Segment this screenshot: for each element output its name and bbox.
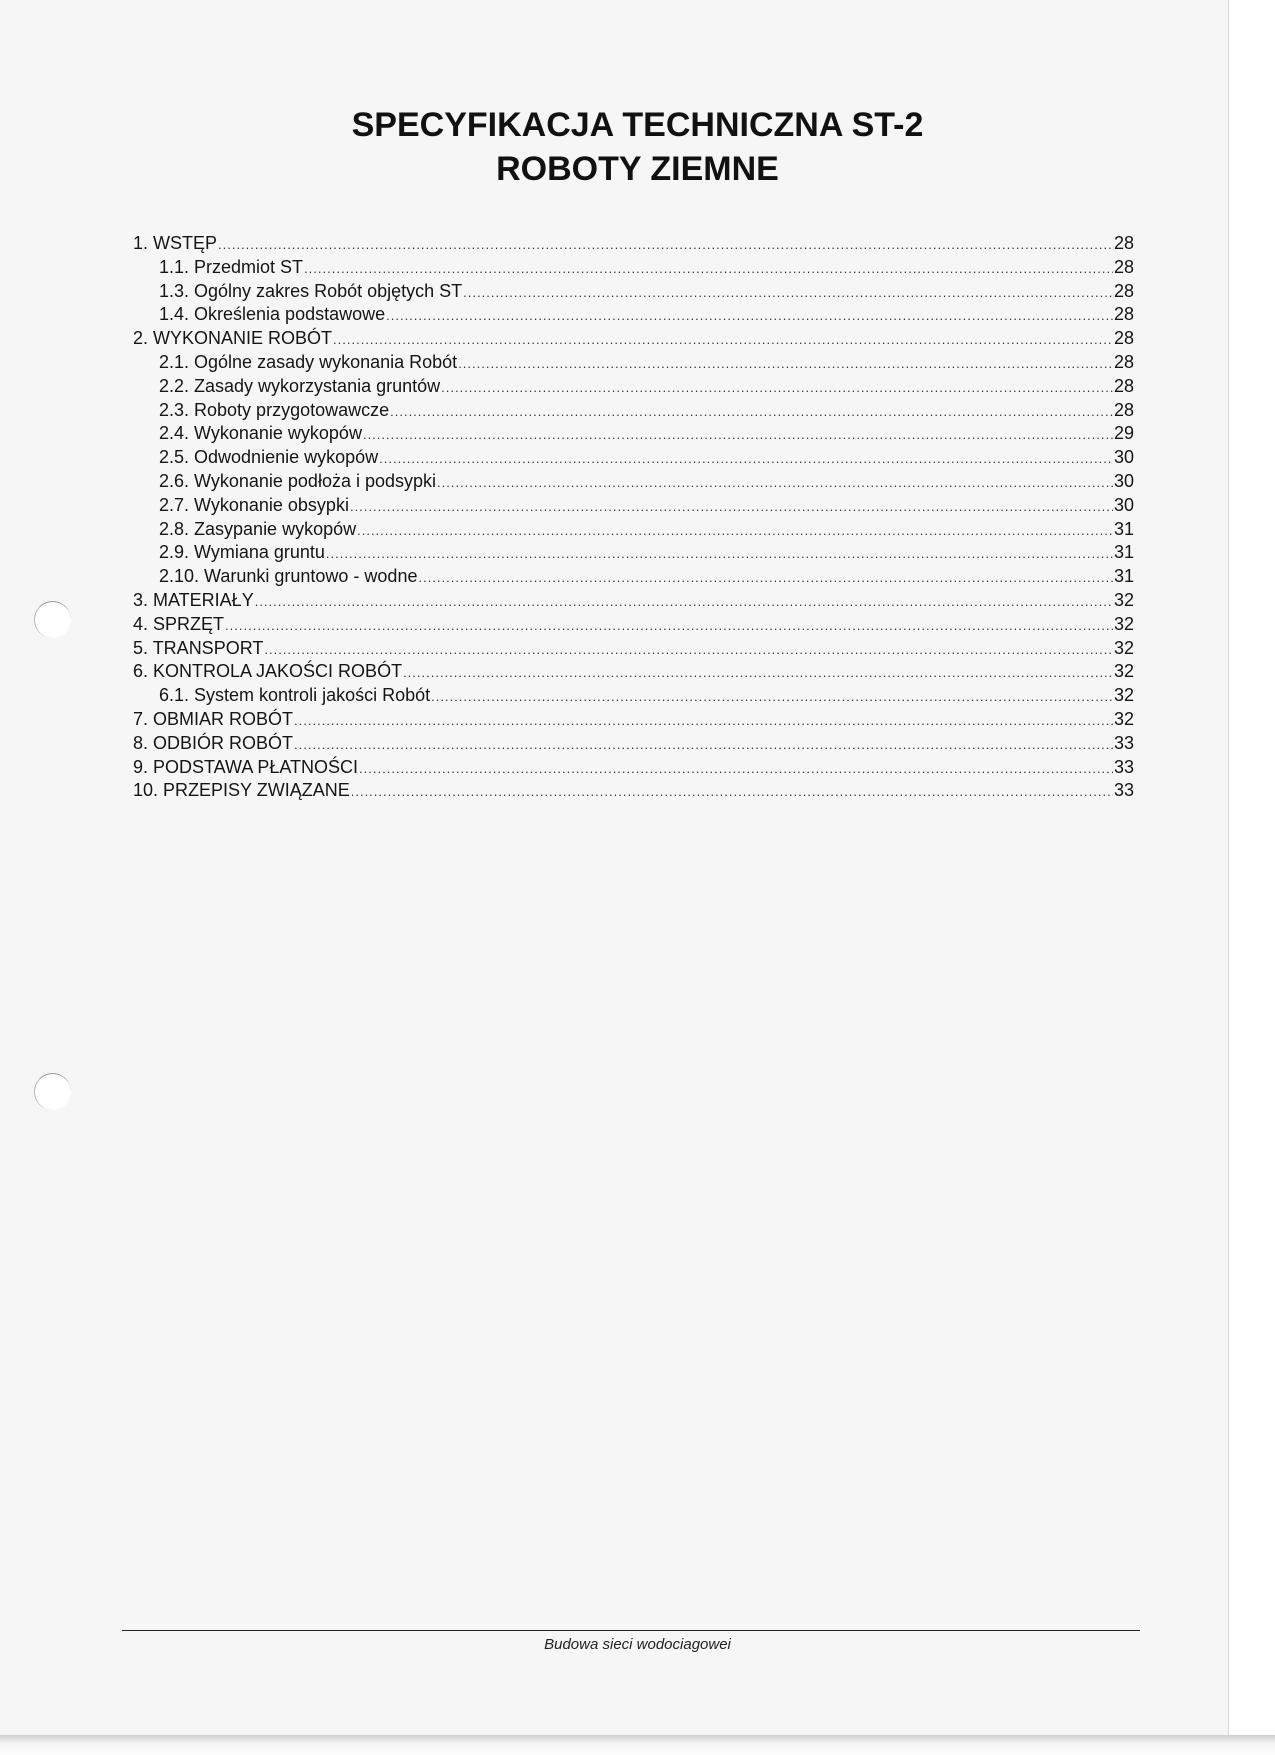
toc-leader-dots	[458, 352, 1113, 376]
toc-entry-label: 2.1. Ogólne zasady wykonania Robót	[159, 351, 458, 372]
toc-entry-label: 2.10. Warunki gruntowo - wodne	[159, 566, 418, 587]
toc-entry[interactable]	[133, 280, 1134, 304]
toc-entry-label: 2. WYKONANIE ROBÓT	[133, 328, 333, 349]
toc-entry-label: 2.6. Wykonanie podłoża i podsypki	[159, 470, 437, 491]
toc-leader-dots	[264, 638, 1113, 662]
punch-hole	[34, 1073, 71, 1110]
toc-entry-label: 2.8. Zasypanie wykopów	[159, 518, 357, 539]
toc-entry[interactable]	[133, 232, 1134, 256]
toc-entry-page: 30	[1113, 494, 1134, 515]
toc-entry-label: 1.3. Ogólny zakres Robót objętych ST	[159, 280, 463, 301]
toc-entry-label: 1. WSTĘP	[133, 233, 218, 253]
toc-leader-dots	[390, 400, 1113, 424]
toc-leader-dots	[255, 590, 1113, 614]
toc-entry[interactable]	[133, 756, 1134, 780]
toc-entry[interactable]	[133, 422, 1134, 446]
toc-leader-dots	[437, 471, 1113, 495]
toc-entry-label: 3. MATERIAŁY	[133, 589, 254, 610]
toc-entry[interactable]	[133, 303, 1134, 327]
toc-leader-dots	[333, 328, 1113, 352]
toc-entry-page: 31	[1113, 542, 1134, 563]
toc-entry[interactable]	[133, 708, 1134, 732]
toc-entry-label: 6. KONTROLA JAKOŚCI ROBÓT	[133, 661, 403, 682]
toc-entry[interactable]	[133, 446, 1134, 470]
toc-entry-label: 10. PRZEPISY ZWIĄZANE	[133, 780, 350, 801]
toc-entry-page: 33	[1113, 732, 1134, 753]
toc-entry[interactable]	[133, 541, 1134, 565]
toc-leader-dots	[294, 709, 1113, 733]
toc-entry-page: 31	[1113, 518, 1134, 539]
toc-entry-page: 32	[1113, 708, 1134, 729]
toc-leader-dots	[363, 423, 1113, 447]
toc-entry-label: 7. OBMIAR ROBÓT	[133, 708, 294, 729]
toc-entry[interactable]	[133, 589, 1134, 613]
toc-entry-page: 28	[1113, 328, 1134, 349]
toc-entry-label: 1.4. Określenia podstawowe	[159, 304, 386, 325]
footer-text: Budowa sieci wodociagowei	[544, 1636, 731, 1653]
toc-entry-page: 28	[1113, 280, 1134, 301]
toc-entry-page: 33	[1113, 780, 1134, 801]
footer-divider	[122, 1630, 1140, 1631]
toc-entry-page: 29	[1113, 423, 1134, 444]
toc-leader-dots	[418, 566, 1113, 590]
toc-entry[interactable]	[133, 327, 1134, 351]
toc-entry-page: 28	[1113, 375, 1134, 396]
toc-leader-dots	[403, 661, 1113, 685]
toc-leader-dots	[357, 519, 1113, 543]
toc-entry-label: 2.5. Odwodnienie wykopów	[159, 447, 379, 468]
toc-entry-page: 30	[1113, 470, 1134, 491]
toc-entry-label: 8. ODBIÓR ROBÓT	[133, 732, 294, 753]
toc-leader-dots	[351, 780, 1113, 804]
toc-leader-dots	[294, 733, 1113, 757]
toc-leader-dots	[350, 495, 1113, 519]
toc-entry-page: 32	[1113, 685, 1134, 706]
toc-leader-dots	[386, 304, 1113, 328]
toc-entry-label: 2.9. Wymiana gruntu	[159, 542, 325, 563]
toc-entry-page: 31	[1113, 566, 1134, 587]
toc-entry-page: 32	[1113, 613, 1134, 634]
toc-entry-page: 32	[1113, 661, 1134, 682]
toc-entry[interactable]	[133, 779, 1134, 803]
table-of-contents	[133, 232, 1134, 803]
toc-entry[interactable]	[133, 375, 1134, 399]
toc-leader-dots	[431, 685, 1113, 709]
toc-entry-label: 6.1. System kontroli jakości Robót	[159, 685, 431, 706]
toc-entry[interactable]	[133, 684, 1134, 708]
toc-entry-label: 4. SPRZĘT	[133, 613, 225, 634]
toc-entry-page: 30	[1113, 447, 1134, 468]
toc-entry-page: 28	[1113, 256, 1134, 277]
toc-entry[interactable]	[133, 494, 1134, 518]
toc-entry[interactable]	[133, 637, 1134, 661]
toc-entry-page: 28	[1113, 351, 1134, 372]
toc-leader-dots	[326, 542, 1113, 566]
toc-leader-dots	[379, 447, 1113, 471]
toc-entry-page: 28	[1113, 304, 1134, 325]
toc-entry[interactable]	[133, 565, 1134, 589]
toc-entry-label: 2.3. Roboty przygotowawcze	[159, 399, 390, 420]
toc-entry[interactable]	[133, 470, 1134, 494]
toc-entry-label: 2.7. Wykonanie obsypki	[159, 494, 349, 515]
document-subtitle: ROBOTY ZIEMNE	[496, 150, 779, 188]
toc-entry-label: 2.2. Zasady wykorzystania gruntów	[159, 375, 441, 396]
toc-leader-dots	[441, 376, 1113, 400]
toc-entry[interactable]	[133, 351, 1134, 375]
toc-entry-page: 33	[1113, 756, 1134, 777]
toc-entry[interactable]	[133, 660, 1134, 684]
toc-leader-dots	[463, 281, 1113, 305]
toc-entry-page: 32	[1113, 589, 1134, 610]
document-title: SPECYFIKACJA TECHNICZNA ST-2	[351, 106, 924, 144]
toc-leader-dots	[225, 614, 1113, 638]
toc-entry-label: 2.4. Wykonanie wykopów	[159, 423, 362, 444]
toc-entry[interactable]	[133, 256, 1134, 280]
scan-bottom-edge	[0, 1735, 1275, 1755]
toc-entry-page: 28	[1113, 233, 1134, 253]
toc-entry-page: 28	[1113, 399, 1134, 420]
toc-leader-dots	[359, 757, 1113, 781]
toc-leader-dots	[304, 257, 1113, 281]
toc-entry[interactable]	[133, 732, 1134, 756]
toc-leader-dots	[218, 233, 1113, 257]
punch-hole	[34, 601, 71, 638]
toc-entry[interactable]	[133, 518, 1134, 542]
toc-entry[interactable]	[133, 613, 1134, 637]
toc-entry-page: 32	[1113, 637, 1134, 658]
toc-entry-label: 9. PODSTAWA PŁATNOŚCI	[133, 756, 359, 777]
toc-entry-label: 1.1. Przedmiot ST	[159, 256, 304, 277]
toc-entry[interactable]	[133, 399, 1134, 423]
toc-entry-label: 5. TRANSPORT	[133, 637, 264, 658]
